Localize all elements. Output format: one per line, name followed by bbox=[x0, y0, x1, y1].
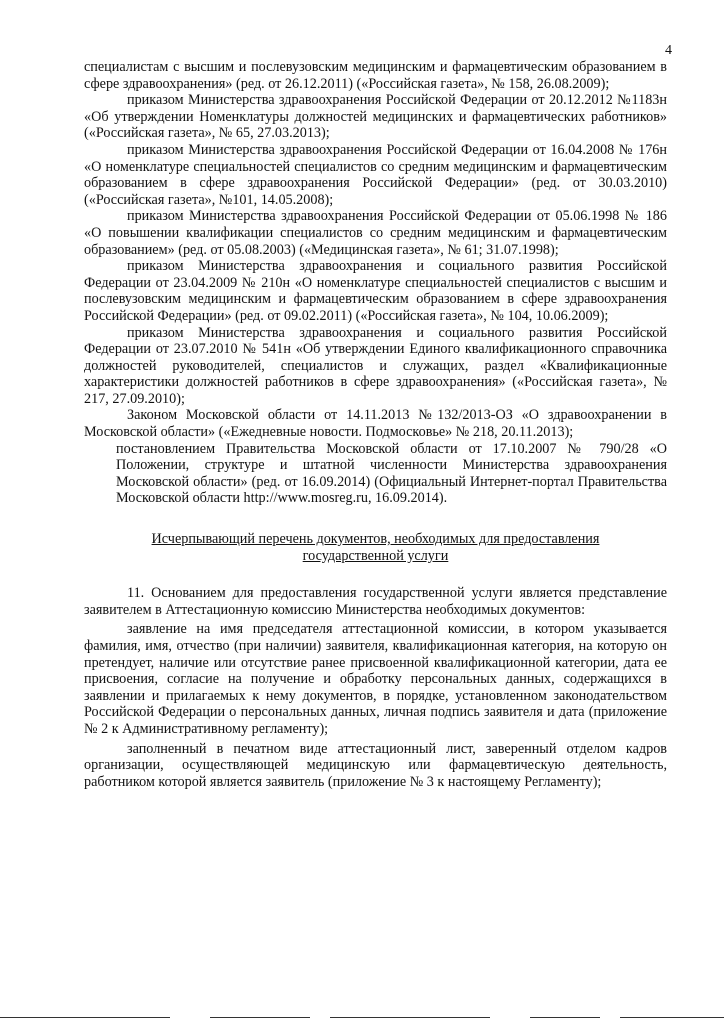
paragraph: постановлением Правительства Московской области от 17.10.2007 № 790/28 «О Положении, структуре и штатной численности Министерства здравоохранения Московской области» (ред. от 16.09.2014) (Официальный Интернет-портал Правительства Московской области http://www.mosreg.ru, 16.09.2014). bbox=[116, 440, 667, 507]
paragraph: приказом Министерства здравоохранения Российской Федерации от 05.06.1998 № 186 «О повышении квалификации специалистов со средним медицинским и фармацевтическим образованием» (ред. от 05.08.2003) («Медицинская газета», № 61; 31.07.1998); bbox=[84, 208, 667, 258]
paragraph: специалистам с высшим и послевузовским медицинским и фармацевтическим образованием в сфере здравоохранения» (ред. от 26.12.2011) («Российская газета», № 158, 26.08.2009); bbox=[84, 59, 667, 92]
scan-edge-line bbox=[0, 1017, 724, 1018]
section-heading bbox=[84, 531, 667, 564]
section-heading-line: Исчерпывающий перечень документов, необходимых для предоставления bbox=[151, 531, 600, 548]
paragraph: приказом Министерства здравоохранения и социального развития Российской Федерации от 23.04.2009 № 210н «О номенклатуре специальностей специалистов с высшим и послевузовским медицинским и фармацевтическим образованием в сфере здравоохранения Российской Федерации» (ред. от 09.02.2011) («Российская газета», № 104, 10.06.2009); bbox=[84, 258, 667, 324]
paragraph: Законом Московской области от 14.11.2013 №132/2013-ОЗ «О здравоохранении в Московской области» («Ежедневные новости. Подмосковье» № 218, 20.11.2013); bbox=[84, 407, 667, 441]
page-number: 4 bbox=[665, 43, 672, 58]
paragraph: приказом Министерства здравоохранения Российской Федерации от 16.04.2008 № 176н «О номенклатуре специальностей специалистов со средним медицинским и фармацевтическим образованием в сфере здравоохранения Российской Федерации» (ред. от 30.03.2010) («Российская газета», №101, 14.05.2008); bbox=[84, 141, 667, 208]
paragraph: заявление на имя председателя аттестационной комиссии, в котором указывается фамилия, имя, отчество (при наличии) заявителя, квалификационная категория, на которую он претендует, наличие или отсутствие ранее присвоенной квалификационной категории, дата ее присвоения, согласие на получение и обработку персональных данных, содержащихся в заявлении и прилагаемых к нему документов, в порядке, установленном законодательством Российской Федерации о персональных данных, личная подпись заявителя и дата (приложение № 2 к Административному регламенту); bbox=[84, 621, 667, 737]
paragraph: 11. Основанием для предоставления государственной услуги является представление заявителем в Аттестационную комиссию Министерства необходимых документов: bbox=[84, 585, 667, 618]
paragraph: приказом Министерства здравоохранения и социального развития Российской Федерации от 23.07.2010 № 541н «Об утверждении Единого квалификационного справочника должностей руководителей, специалистов и служащих, раздел «Квалификационные характеристики должностей работников в сфере здравоохранения» («Российская газета», № 217, 27.09.2010); bbox=[84, 324, 667, 407]
section-heading-line: государственной услуги bbox=[302, 547, 449, 564]
paragraph: приказом Министерства здравоохранения Российской Федерации от 20.12.2012 №1183н «Об утверждении Номенклатуры должностей медицинских и фармацевтических работников» («Российская газета», № 65, 27.03.2013); bbox=[84, 92, 667, 142]
paragraph: заполненный в печатном виде аттестационный лист, заверенный отделом кадров организации, осуществляющей медицинскую или фармацевтическую деятельность, работником которой является заявитель (приложение № 3 к настоящему Регламенту); bbox=[84, 740, 667, 790]
document-body bbox=[84, 59, 667, 790]
